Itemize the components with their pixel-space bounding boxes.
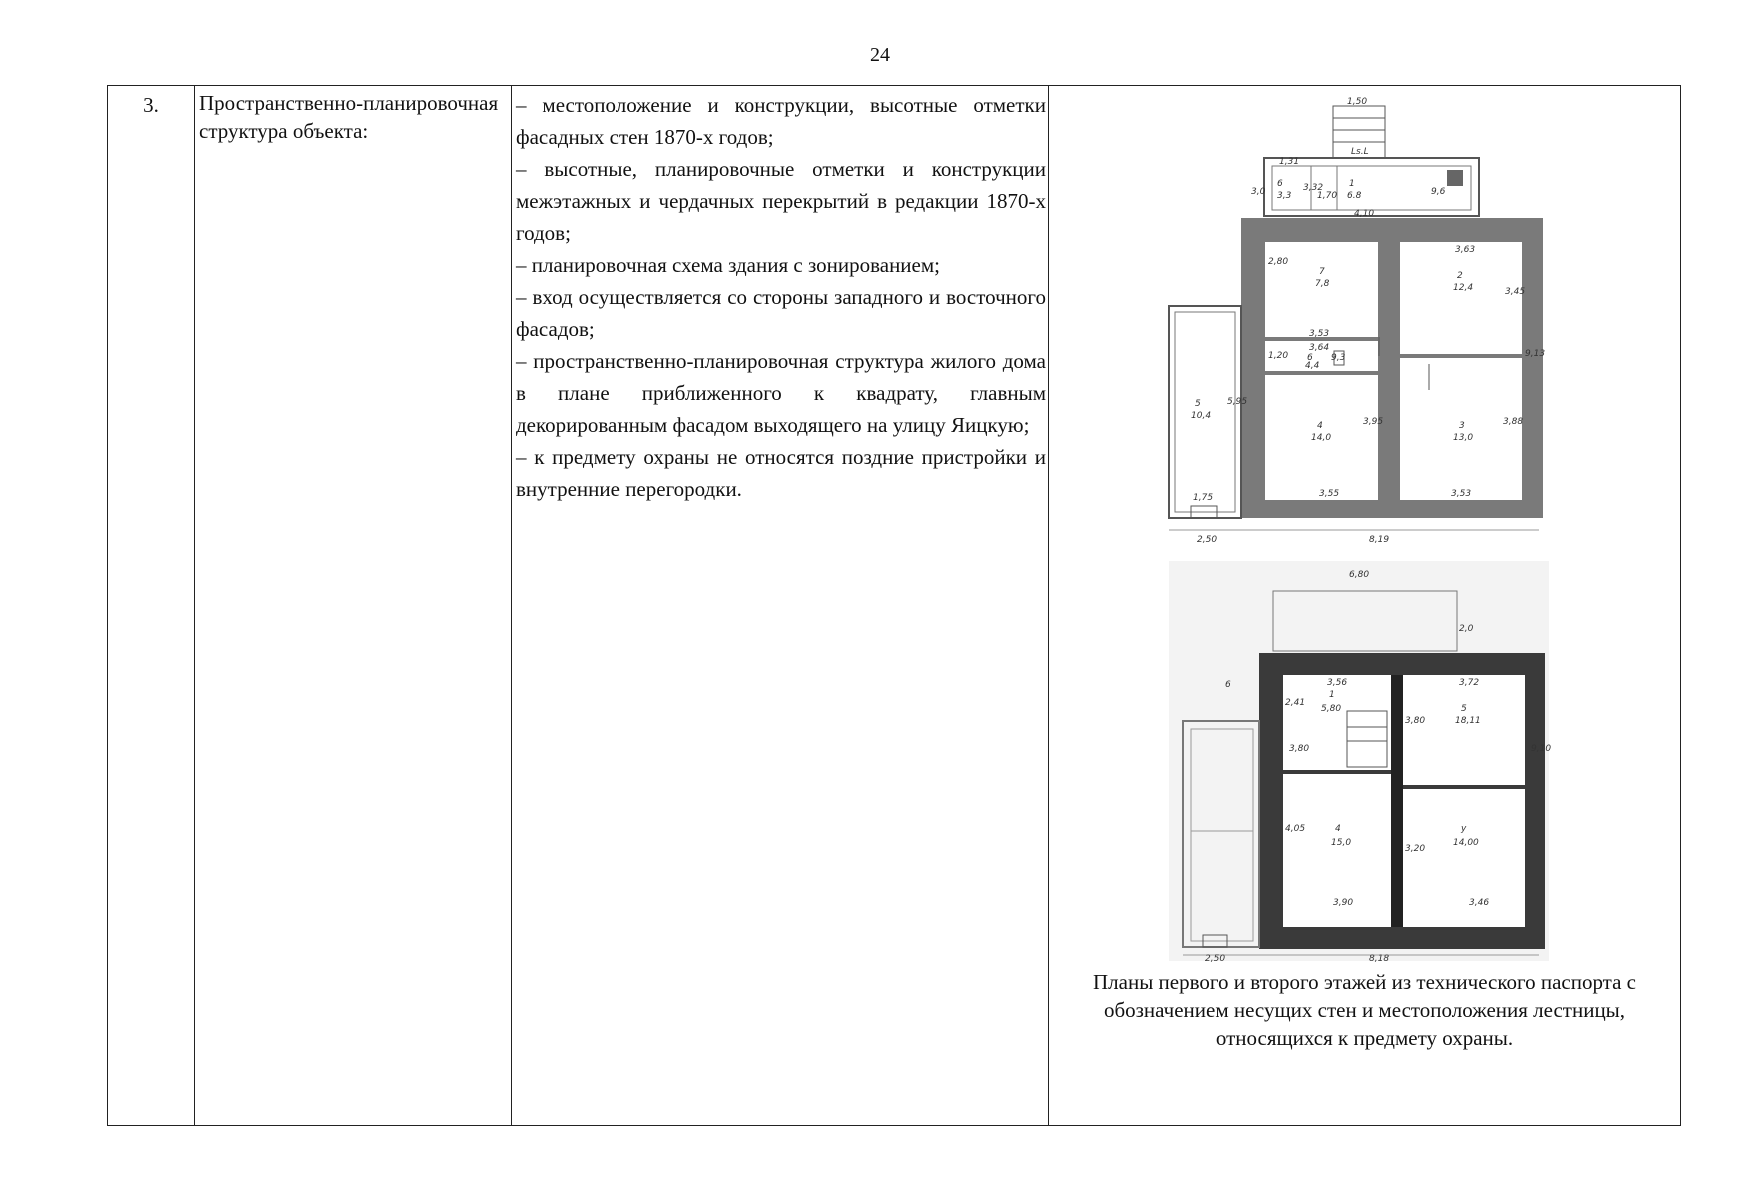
dim-label: 1,20	[1268, 351, 1289, 361]
dim-label: 3,46	[1469, 898, 1490, 908]
dim-label: 1	[1329, 690, 1335, 700]
dim-label: 2,50	[1205, 954, 1226, 964]
dim-label: 6	[1225, 680, 1231, 690]
dim-label: 1	[1349, 179, 1355, 189]
first-floor-plan	[1169, 94, 1549, 554]
dim-label: 5	[1195, 399, 1201, 409]
dim-label: 3,20	[1405, 844, 1426, 854]
dim-label: 3,90	[1333, 898, 1354, 908]
dim-label: 3,95	[1363, 417, 1384, 427]
dim-label: 8,18	[1369, 954, 1390, 964]
dim-label: 4,05	[1285, 824, 1306, 834]
dim-label: 3,3	[1277, 191, 1292, 201]
dim-label: 14,0	[1311, 433, 1332, 443]
dim-label: 5	[1461, 704, 1467, 714]
dim-label: 9,13	[1525, 349, 1546, 359]
dim-label: 3	[1459, 421, 1465, 431]
dim-label: 3,32	[1303, 183, 1324, 193]
dim-label: 3,0	[1251, 187, 1266, 197]
requirement-item: – высотные, планировочные отметки и конструкции межэтажных и чердачных перекрытий в редакции 1870-х годов;	[516, 157, 1046, 245]
dim-label: 9,3	[1331, 353, 1346, 363]
requirement-item: – планировочная схема здания с зонированием;	[516, 253, 940, 277]
dim-label: 1,70	[1317, 191, 1338, 201]
requirement-item: – к предмету охраны не относятся поздние пристройки и внутренние перегородки.	[516, 445, 1046, 501]
dim-label: 13,0	[1453, 433, 1474, 443]
dim-label: 3,63	[1455, 245, 1476, 255]
plans-caption: Планы первого и второго этажей из технического паспорта с обозначением несущих стен и местоположения лестницы, относящихся к предмету охраны.	[1092, 970, 1637, 1050]
dim-label: 4,4	[1305, 361, 1320, 371]
requirement-item: – местоположение и конструкции, высотные отметки фасадных стен 1870-х годов;	[516, 93, 1046, 149]
dim-label: 18,11	[1455, 716, 1481, 726]
dim-label: 7,8	[1315, 279, 1330, 289]
dim-label: 1,50	[1347, 97, 1368, 107]
dim-label: 3,88	[1503, 417, 1524, 427]
dim-label: 12,4	[1453, 283, 1474, 293]
dim-label: y	[1461, 824, 1467, 834]
page-number: 24	[870, 44, 890, 66]
requirement-item: – пространственно-планировочная структура жилого дома в плане приближенного к квадрату, главным декорированным фасадом выходящего на улицу Яицкую;	[516, 349, 1046, 437]
dim-label: 7	[1319, 267, 1325, 277]
dim-label: 3,56	[1327, 678, 1348, 688]
dim-label: 3,53	[1309, 329, 1330, 339]
dim-label: 5,80	[1321, 704, 1342, 714]
dim-label: 5,95	[1227, 397, 1248, 407]
dim-label: 4	[1335, 824, 1341, 834]
requirements-cell	[512, 86, 1049, 1126]
dim-label: 4	[1317, 421, 1323, 431]
dim-label: 3,80	[1405, 716, 1426, 726]
second-floor-plan	[1169, 561, 1552, 964]
plans-cell	[1049, 86, 1681, 1126]
dim-label: 3,64	[1309, 343, 1330, 353]
dim-label: 3,80	[1289, 744, 1310, 754]
protection-subject-table	[107, 85, 1681, 1126]
dim-label: 3,55	[1319, 489, 1340, 499]
dim-label: 4,10	[1354, 209, 1375, 219]
dim-label: 1,75	[1193, 493, 1214, 503]
dim-label: 14,00	[1453, 838, 1479, 848]
dim-label: 3,53	[1451, 489, 1472, 499]
dim-label: 10,4	[1191, 411, 1212, 421]
dim-label: 6	[1277, 179, 1283, 189]
dim-label: 2,41	[1285, 698, 1306, 708]
dim-label: 2,0	[1459, 624, 1474, 634]
requirement-item: – вход осуществляется со стороны западного и восточного фасадов;	[516, 285, 1046, 341]
row-index: 3.	[143, 93, 159, 117]
dim-label: 2,80	[1268, 257, 1289, 267]
table-row	[108, 86, 1681, 1126]
dim-label: 3,72	[1459, 678, 1480, 688]
dim-label: 9,6	[1431, 187, 1446, 197]
dim-label: 6	[1307, 353, 1313, 363]
dim-label: 1,31	[1279, 157, 1300, 167]
dim-label: 2	[1457, 271, 1463, 281]
row-index-cell	[108, 86, 195, 1126]
dim-label: 2,50	[1197, 535, 1218, 545]
dim-label: 6.8	[1347, 191, 1362, 201]
dim-label: 6,80	[1349, 570, 1370, 580]
dim-label: 3,45	[1505, 287, 1526, 297]
row-subject: Пространственно-планировочная структура объекта:	[195, 86, 512, 1126]
dim-label: 8,19	[1369, 535, 1390, 545]
dim-label: 9,10	[1531, 744, 1552, 754]
dim-label: 15,0	[1331, 838, 1352, 848]
dim-label: Ls.L	[1351, 147, 1369, 157]
